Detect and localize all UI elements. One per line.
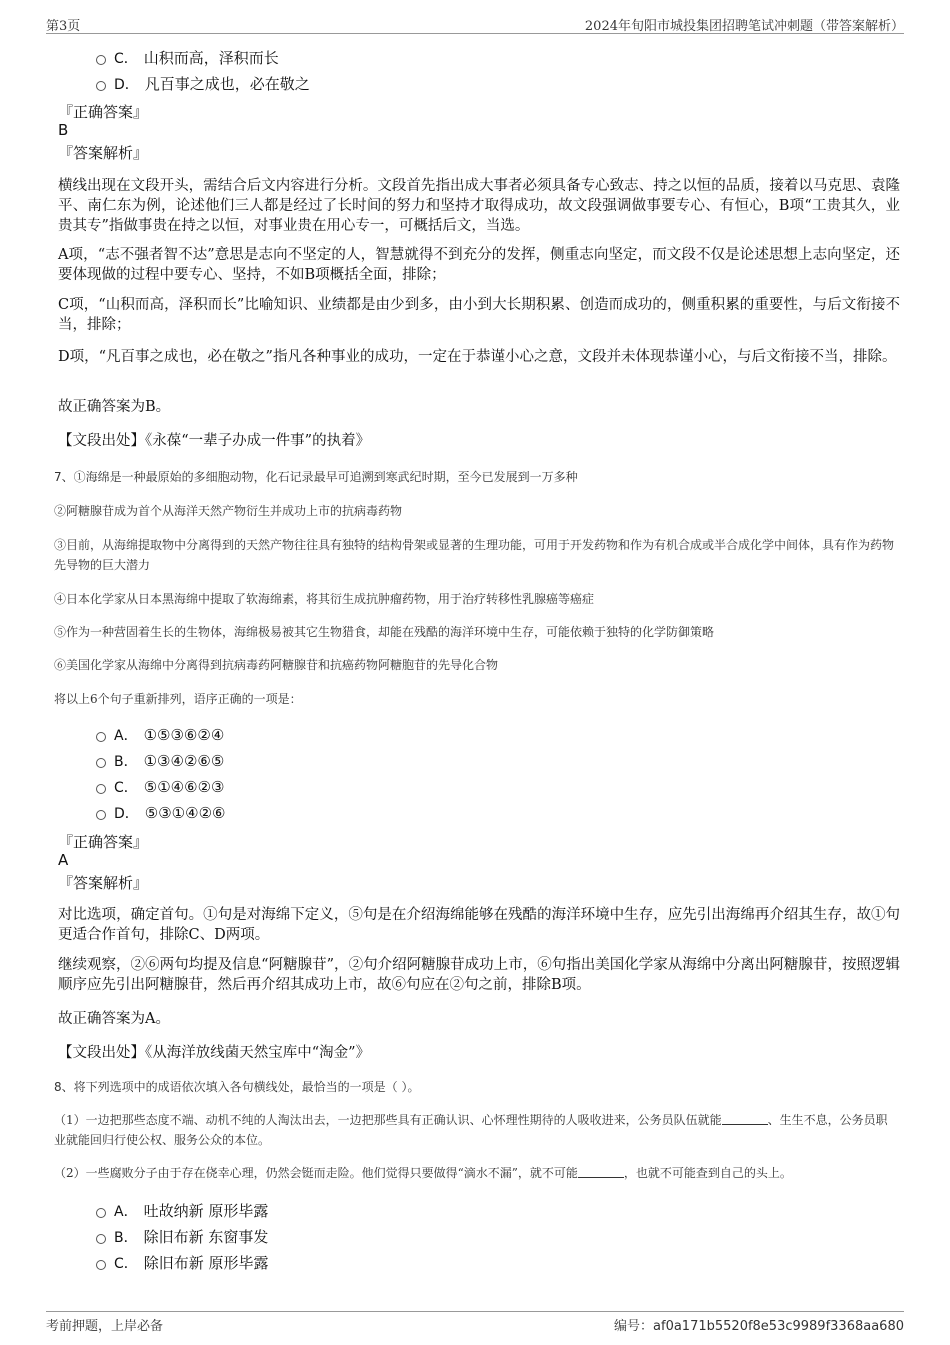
fill-blank bbox=[578, 1166, 624, 1178]
document-code: 编号：af0a171b5520f8e53c9989f3368aa680 bbox=[614, 1319, 904, 1334]
answer-label: 『正确答案』 bbox=[58, 103, 149, 121]
option-c[interactable]: C． 除旧布新 原形毕露 bbox=[96, 1252, 269, 1273]
radio-icon[interactable] bbox=[96, 81, 106, 91]
explanation-paragraph: 对比选项，确定首句。①句是对海绵下定义，⑤句是在介绍海绵能够在残酷的海洋环境中生存，应先引出海绵再介绍其生存，故①句更适合作首句，排除C、D两项。 bbox=[58, 907, 900, 943]
source-citation: 【文段出处】《从海洋放线菌天然宝库中“淘金”》 bbox=[58, 1045, 371, 1061]
answer-value: A bbox=[58, 851, 69, 869]
answer-label: 『正确答案』 bbox=[58, 833, 149, 851]
question-7-sentence-3: ③目前，从海绵提取物中分离得到的天然产物往往具有独特的结构骨架或显著的生理功能，可用于开发药物和作为有机合成或半合成化学中间体，具有作为药物先导物的巨大潜力 bbox=[54, 538, 895, 572]
question-7-sentence-1: 7、①海绵是一种最原始的多细胞动物，化石记录最早可追溯到寒武纪时期，至今已发展到一万多种 bbox=[54, 470, 578, 484]
question-7-sentence-4: ④日本化学家从日本黑海绵中提取了软海绵素，将其衍生成抗肿瘤药物，用于治疗转移性乳腺癌等癌症 bbox=[54, 592, 595, 606]
explanation-paragraph: A项，“志不强者智不达”意思是志向不坚定的人，智慧就得不到充分的发挥，侧重志向坚定，而文段不仅是论述思想上志向坚定，还要体现做的过程中要专心、坚持，不如B项概括全面，排除； bbox=[58, 247, 900, 283]
option-a[interactable]: A． 吐故纳新 原形毕露 bbox=[96, 1200, 268, 1221]
fill-blank bbox=[722, 1113, 768, 1125]
question-7-sentence-6: ⑥美国化学家从海绵中分离得到抗病毒药阿糖腺苷和抗癌药物阿糖胞苷的先导化合物 bbox=[54, 658, 499, 672]
radio-icon[interactable] bbox=[96, 1260, 106, 1270]
question-8-stem: 8、将下列选项中的成语依次填入各句横线处，最恰当的一项是（ ）。 bbox=[54, 1080, 420, 1094]
radio-icon[interactable] bbox=[96, 732, 106, 742]
option-c[interactable]: C． ⑤①④⑥②③ bbox=[96, 777, 224, 797]
explanation-paragraph: 横线出现在文段开头，需结合后文内容进行分析。文段首先指出成大事者必须具备专心致志、持之以恒的品质，接着以马克思、袁隆平、南仁东为例，论述他们三人都是经过了长时间的努力和坚持才取得成功，故文段强调做事要专心、有恒心，B项“工贵其久，业贵其专”指做事贵在持之以恒，对事业贵在用心专一，可概括后文，当选。 bbox=[58, 178, 900, 234]
page-number: 第3页 bbox=[46, 19, 81, 34]
conclusion: 故正确答案为B。 bbox=[58, 399, 171, 415]
option-c[interactable]: C． 山积而高，泽积而长 bbox=[96, 47, 279, 68]
option-d[interactable]: D． ⑤③①④②⑥ bbox=[96, 803, 225, 823]
radio-icon[interactable] bbox=[96, 784, 106, 794]
explanation-label: 『答案解析』 bbox=[58, 144, 149, 162]
radio-icon[interactable] bbox=[96, 55, 106, 65]
page-footer bbox=[46, 1311, 904, 1335]
radio-icon[interactable] bbox=[96, 810, 106, 820]
question-8-sentence-1: （1）一边把那些态度不端、动机不纯的人淘汰出去，一边把那些具有正确认识、心怀理性期待的人吸收进来，公务员队伍就能 、生生不息，公务员职业就能回归行使公权、服务公众的本位。 bbox=[54, 1113, 888, 1147]
option-d[interactable]: D． 凡百事之成也，必在敬之 bbox=[96, 73, 310, 94]
radio-icon[interactable] bbox=[96, 758, 106, 768]
option-a[interactable]: A． ①⑤③⑥②④ bbox=[96, 725, 224, 745]
explanation-paragraph: D项，“凡百事之成也，必在敬之”指凡各种事业的成功，一定在于恭谨小心之意，文段并未体现恭谨小心，与后文衔接不当，排除。 bbox=[58, 349, 897, 365]
explanation-paragraph: 继续观察，②⑥两句均提及信息“阿糖腺苷”，②句介绍阿糖腺苷成功上市，⑥句指出美国化学家从海绵中分离出阿糖腺苷，按照逻辑顺序应先引出阿糖腺苷，然后再介绍其成功上市，故⑥句应在②句之前，排除B项。 bbox=[58, 957, 900, 993]
question-7-sentence-5: ⑤作为一种营固着生长的生物体，海绵极易被其它生物猎食，却能在残酷的海洋环境中生存，可能依赖于独特的化学防御策略 bbox=[54, 625, 715, 639]
answer-value: B bbox=[58, 121, 69, 139]
document-title: 2024年旬阳市城投集团招聘笔试冲刺题（带答案解析） bbox=[584, 19, 904, 34]
radio-icon[interactable] bbox=[96, 1208, 106, 1218]
explanation-paragraph: C项，“山积而高，泽积而长”比喻知识、业绩都是由少到多，由小到大长期积累、创造而成功的，侧重积累的重要性，与后文衔接不当，排除； bbox=[58, 297, 900, 333]
explanation-label: 『答案解析』 bbox=[58, 874, 149, 892]
question-7-sentence-2: ②阿糖腺苷成为首个从海洋天然产物衍生并成功上市的抗病毒药物 bbox=[54, 504, 403, 518]
page-header bbox=[46, 14, 904, 34]
question-7-prompt: 将以上6个句子重新排列，语序正确的一项是： bbox=[54, 692, 302, 706]
question-8-sentence-2: （2）一些腐败分子由于存在侥幸心理，仍然会铤而走险。他们觉得只要做得“滴水不漏”，就不可能 ，也就不可能查到自己的头上。 bbox=[54, 1166, 792, 1180]
radio-icon[interactable] bbox=[96, 1234, 106, 1244]
option-b[interactable]: B． 除旧布新 东窗事发 bbox=[96, 1226, 268, 1247]
source-citation: 【文段出处】《永葆“一辈子办成一件事”的执着》 bbox=[58, 433, 371, 449]
option-b[interactable]: B． ①③④②⑥⑤ bbox=[96, 751, 224, 771]
conclusion: 故正确答案为A。 bbox=[58, 1011, 170, 1027]
footer-slogan: 考前押题，上岸必备 bbox=[46, 1319, 164, 1334]
